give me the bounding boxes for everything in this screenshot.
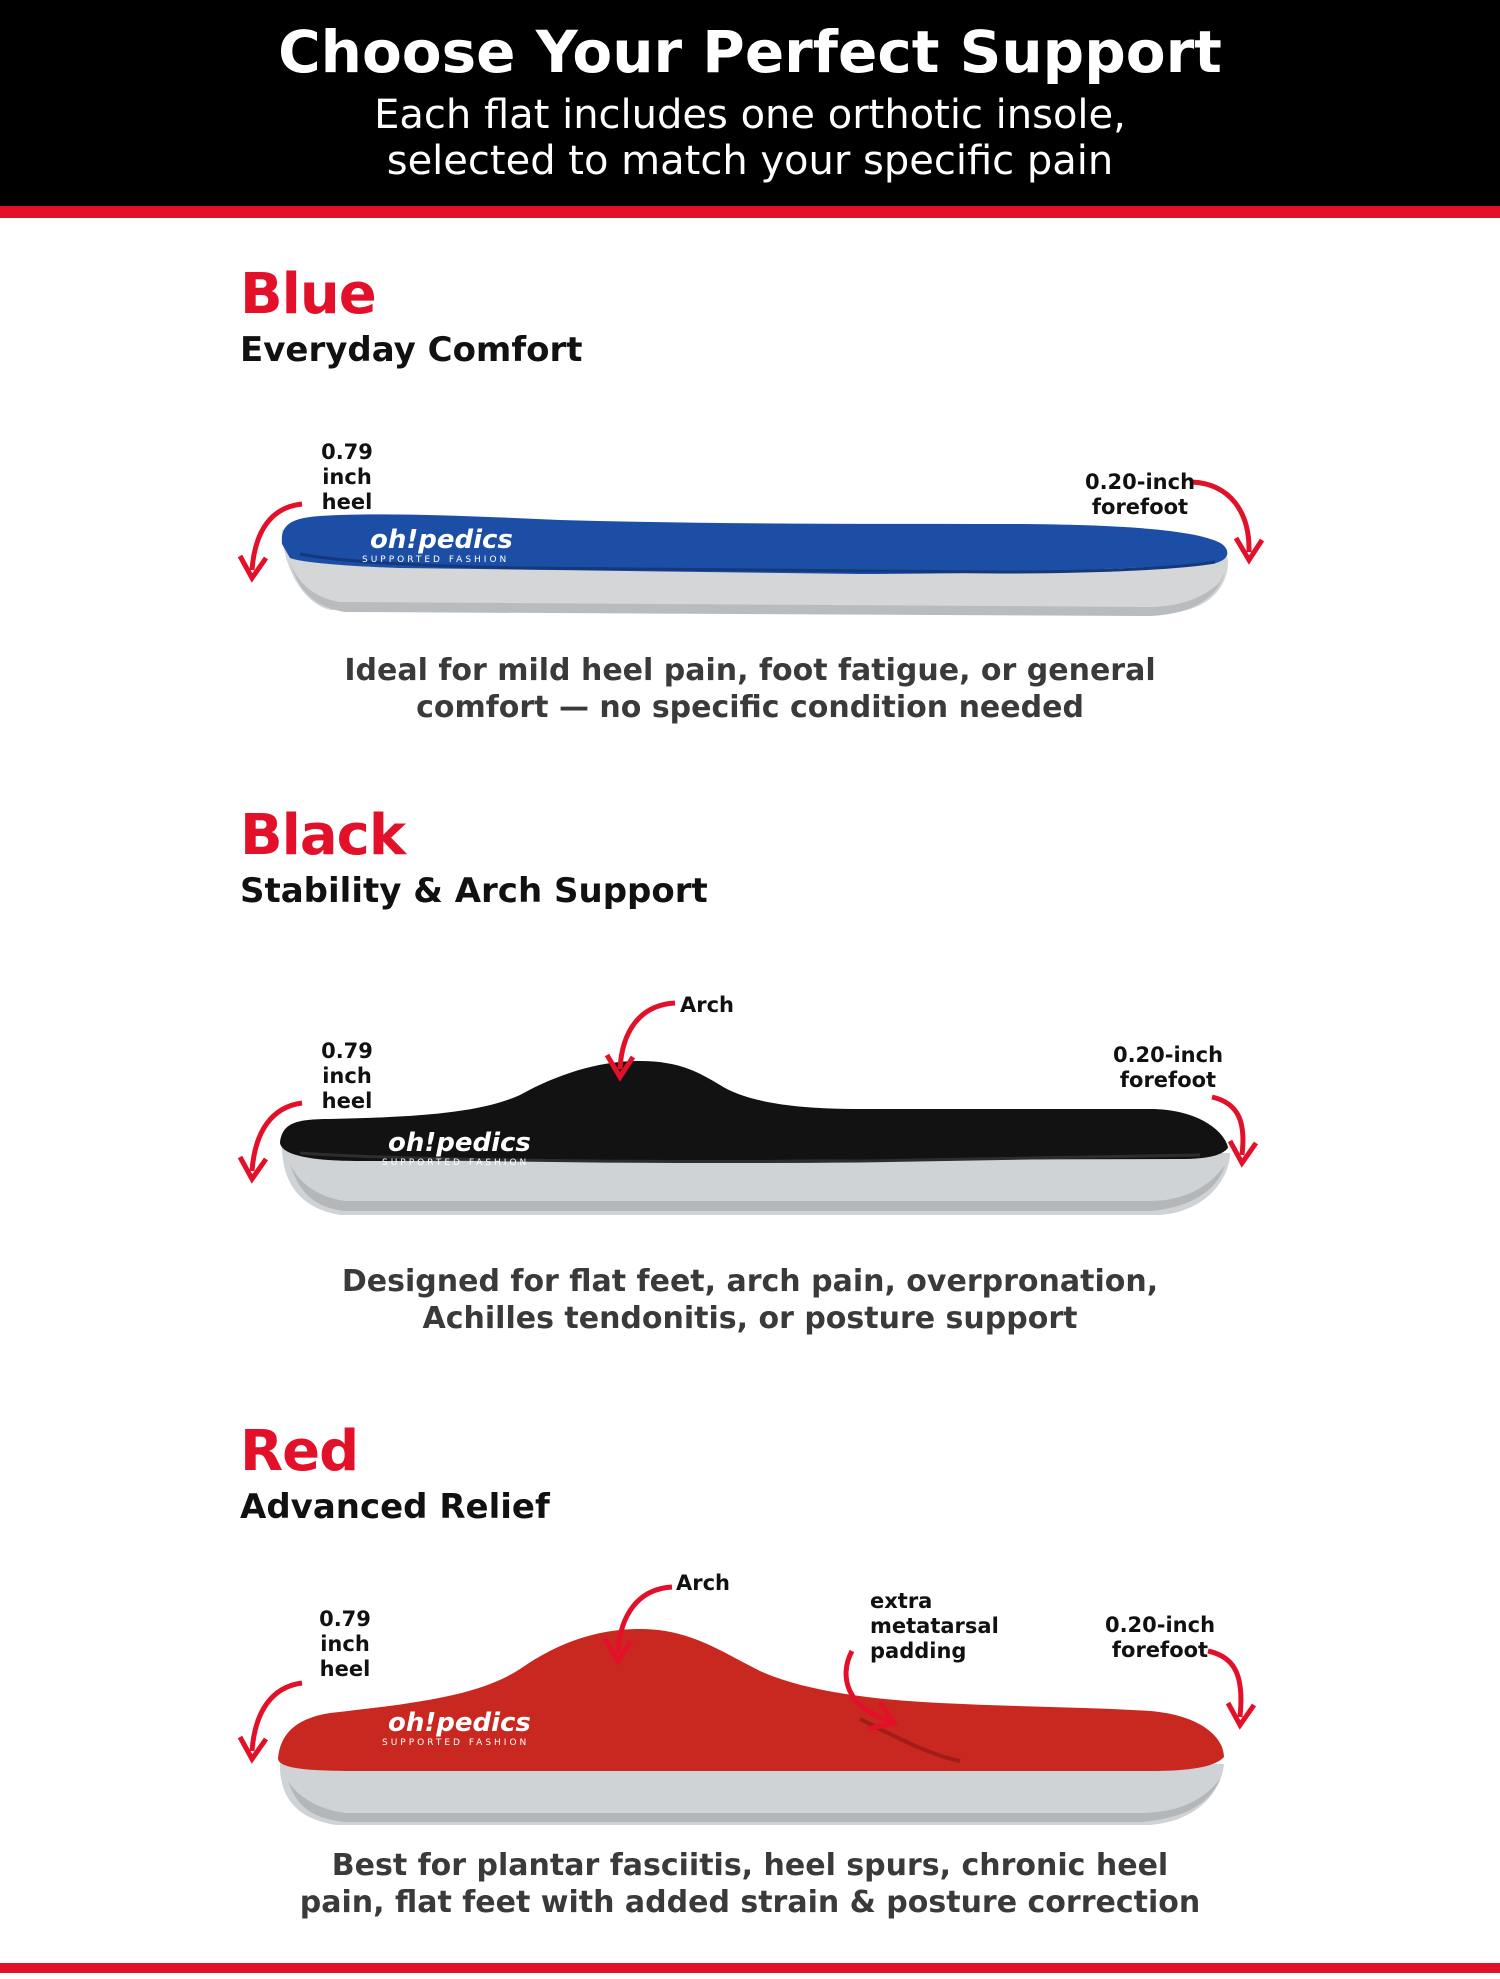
heel-label-line: heel xyxy=(319,1657,371,1681)
black-insole-image xyxy=(0,803,1500,1223)
heel-label-line: inch xyxy=(322,1064,372,1088)
insole-section-black xyxy=(0,803,1500,1363)
arch-arrow xyxy=(620,1003,675,1069)
metatarsal-label-line: metatarsal xyxy=(870,1614,999,1638)
insole-name: Black xyxy=(240,803,406,868)
insole-description xyxy=(0,652,1500,726)
page-subtitle-line-2: selected to match your specific pain xyxy=(386,138,1114,184)
metatarsal-label xyxy=(870,1589,999,1664)
insole-subtitle: Everyday Comfort xyxy=(240,330,583,370)
heel-label-line: 0.79 xyxy=(321,440,373,464)
insole-subtitle: Stability & Arch Support xyxy=(240,871,708,911)
insole-section-red xyxy=(0,1419,1500,1979)
arch-label: Arch xyxy=(676,1571,731,1595)
heel-label-line: 0.79 xyxy=(319,1607,371,1631)
heel-label xyxy=(312,440,382,515)
heel-label-line: inch xyxy=(322,465,372,489)
metatarsal-label-line: padding xyxy=(870,1639,967,1663)
forefoot-label-line: 0.20-inch xyxy=(1104,1613,1216,1637)
insole-subtitle: Advanced Relief xyxy=(240,1487,550,1527)
heel-label-line: heel xyxy=(321,1089,373,1113)
forefoot-label xyxy=(1070,470,1210,520)
description-line: Designed for flat feet, arch pain, overpronation, xyxy=(341,1264,1159,1299)
heel-label xyxy=(312,1039,382,1114)
forefoot-label xyxy=(1090,1613,1230,1663)
heel-label-line: inch xyxy=(320,1632,370,1656)
heel-label xyxy=(310,1607,380,1682)
brand-tagline: SUPPORTED FASHION xyxy=(382,1158,530,1168)
heel-label-line: 0.79 xyxy=(321,1039,373,1063)
description-line: Ideal for mild heel pain, foot fatigue, or general xyxy=(344,653,1156,688)
description-line: pain, flat feet with added strain & posture correction xyxy=(299,1885,1201,1920)
forefoot-label-line: forefoot xyxy=(1111,1638,1209,1662)
heel-label-line: heel xyxy=(321,490,373,514)
brand-logo: oh!pedics xyxy=(388,1128,531,1158)
insole-name: Blue xyxy=(240,262,376,327)
page-subtitle-line-1: Each flat includes one orthotic insole, xyxy=(374,92,1126,138)
description-line: Best for plantar fasciitis, heel spurs, chronic heel xyxy=(331,1848,1169,1883)
insole-section-blue xyxy=(0,262,1500,822)
footer-accent-bar xyxy=(0,1963,1500,1973)
page-subtitle xyxy=(0,92,1500,184)
red-insole-image xyxy=(0,1419,1500,1839)
brand-tagline: SUPPORTED FASHION xyxy=(382,1738,530,1748)
forefoot-label-line: forefoot xyxy=(1119,1068,1217,1092)
page-title: Choose Your Perfect Support xyxy=(278,18,1222,86)
insole-description xyxy=(0,1847,1500,1921)
insole-description xyxy=(0,1263,1500,1337)
blue-insole-image xyxy=(0,262,1500,642)
metatarsal-label-line: extra xyxy=(870,1589,933,1613)
description-line: comfort — no specific condition needed xyxy=(416,690,1084,725)
forefoot-label-line: forefoot xyxy=(1091,495,1189,519)
header-banner xyxy=(0,0,1500,218)
forefoot-label-line: 0.20-inch xyxy=(1112,1043,1224,1067)
brand-tagline: SUPPORTED FASHION xyxy=(362,555,510,565)
forefoot-label-line: 0.20-inch xyxy=(1084,470,1196,494)
brand-logo: oh!pedics xyxy=(388,1708,531,1738)
arch-label: Arch xyxy=(680,993,735,1017)
insole-name: Red xyxy=(240,1419,359,1484)
description-line: Achilles tendonitis, or posture support xyxy=(422,1301,1078,1336)
brand-logo: oh!pedics xyxy=(370,525,513,555)
forefoot-label xyxy=(1098,1043,1238,1093)
